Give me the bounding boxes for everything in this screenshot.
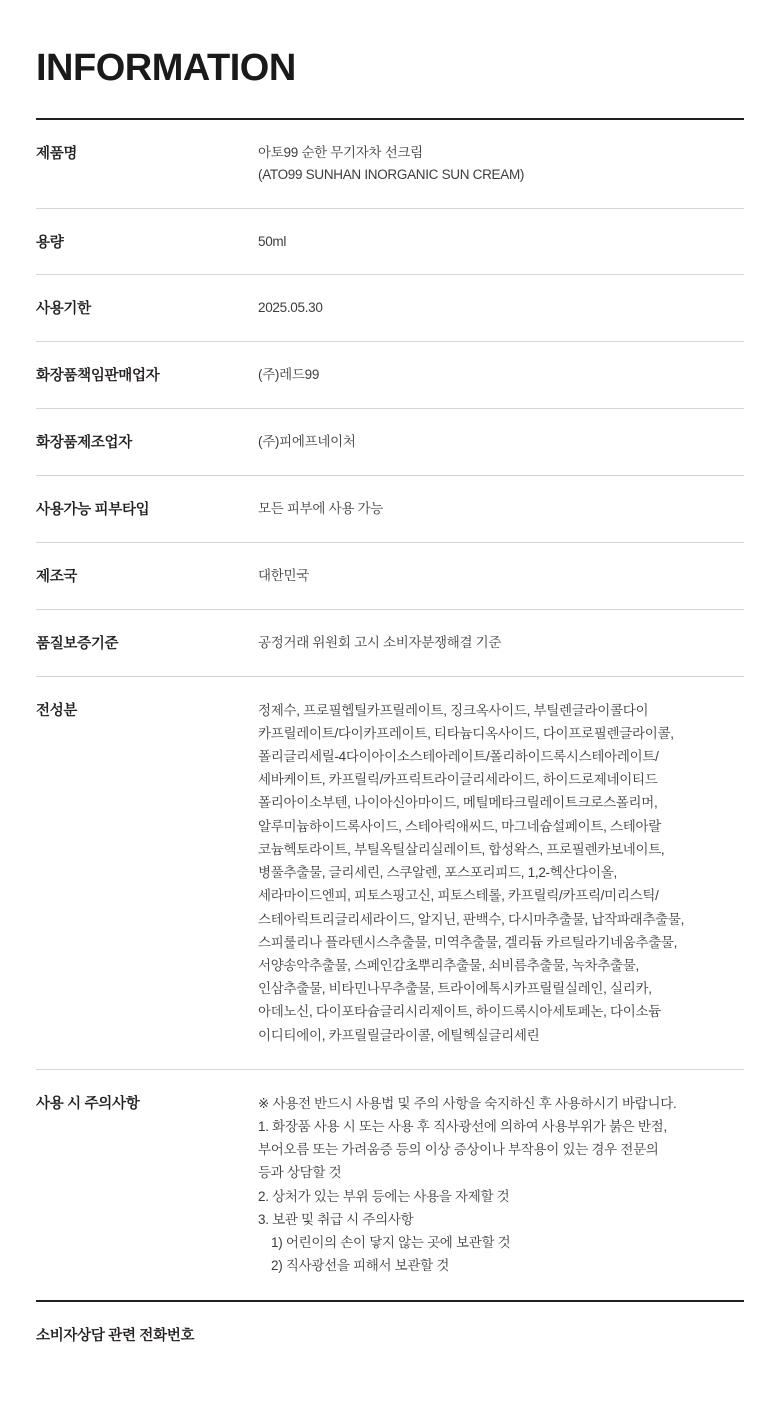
table-row-ingredients — [36, 676, 744, 1069]
row-label-expiry-date: 사용기한 — [36, 301, 91, 318]
row-label-responsible-distributor: 화장품책임판매업자 — [36, 368, 160, 385]
ingredient-line: 스테아릭트리글리세라이드, 알지닌, 판백수, 다시마추출물, 납작파래추출물, — [258, 911, 685, 927]
ingredient-line: 정제수, 프로필헵틸카프릴레이트, 징크옥사이드, 부틸렌글라이콜다이 — [258, 702, 649, 718]
caution-line: 2) 직사광선을 피해서 보관할 것 — [271, 1258, 450, 1274]
ingredient-line: 폴리아이소부텐, 나이아신아마이드, 메틸메타크릴레이트크로스폴리머, — [258, 795, 658, 811]
row-label-volume: 용량 — [36, 234, 64, 251]
row-value-manufacturer — [258, 409, 744, 476]
table-row-customer-service — [36, 1301, 744, 1367]
table-body — [36, 119, 744, 1367]
ingredient-line: 병풀추출물, 글리세린, 스쿠알렌, 포스포리피드, 1,2-헥산다이올, — [258, 865, 617, 881]
row-value-caution — [258, 1069, 744, 1300]
table-row — [36, 208, 744, 275]
page-title: INFORMATION — [36, 47, 296, 89]
row-value-country-of-origin — [258, 542, 744, 609]
row-value-expiry-date — [258, 275, 744, 342]
value-line: (ATO99 SUNHAN INORGANIC SUN CREAM) — [258, 166, 525, 182]
caution-line: 3. 보관 및 취급 시 주의사항 — [258, 1211, 414, 1227]
row-value-skin-type — [258, 475, 744, 542]
product-information-table — [36, 118, 744, 1367]
value-line: (주)피에프네이처 — [258, 434, 356, 450]
ingredient-line: 세바케이트, 카프릴릭/카프릭트라이글리세라이드, 하이드로제네이티드 — [258, 772, 658, 788]
row-label-product-name: 제품명 — [36, 145, 78, 162]
ingredient-line: 세라마이드엔피, 피토스핑고신, 피토스테롤, 카프릴릭/카프릭/미리스틱/ — [258, 888, 659, 904]
caution-line: ※ 사용전 반드시 사용법 및 주의 사항을 숙지하신 후 사용하시기 바랍니다. — [258, 1095, 677, 1111]
ingredient-line: 아데노신, 다이포타슘글리시리제이트, 하이드록시아세토페논, 다이소듐 — [258, 1004, 661, 1020]
value-line: 모든 피부에 사용 가능 — [258, 500, 384, 516]
row-label-caution: 사용 시 주의사항 — [36, 1095, 140, 1112]
ingredient-line: 스피룰리나 플라텐시스추출물, 미역추출물, 겔리듐 카르틸라기네움추출물, — [258, 934, 678, 950]
row-label-skin-type: 사용가능 피부타입 — [36, 501, 150, 518]
ingredient-line: 카프릴레이트/다이카프레이트, 티타늄디옥사이드, 다이프로필렌글라이콜, — [258, 725, 674, 741]
table-row — [36, 275, 744, 342]
table-row — [36, 119, 744, 208]
row-value-product-name — [258, 119, 744, 208]
ingredient-line: 이디티에이, 카프릴릴글라이콜, 에틸헥실글리세린 — [258, 1027, 540, 1043]
ingredient-line: 알루미늄하이드록사이드, 스테아릭애씨드, 마그네슘설페이트, 스테아랄 — [258, 818, 661, 834]
caution-line: 1. 화장품 사용 시 또는 사용 후 직사광선에 의하여 사용부위가 붉은 반점, — [258, 1119, 667, 1135]
ingredient-line: 폴리글리세릴-4다이아이소스테아레이트/폴리하이드록시스테아레이트/ — [258, 748, 659, 764]
caution-line: 등과 상담할 것 — [258, 1165, 342, 1181]
row-label-country-of-origin: 제조국 — [36, 568, 78, 585]
row-label-quality-guarantee: 품질보증기준 — [36, 635, 119, 652]
customer-service-label: 소비자상담 관련 전화번호 — [36, 1327, 195, 1344]
table-row — [36, 409, 744, 476]
ingredient-line: 코늄헥토라이트, 부틸옥틸살리실레이트, 합성왁스, 프로필렌카보네이트, — [258, 841, 665, 857]
row-value-quality-guarantee — [258, 609, 744, 676]
row-value-ingredients — [258, 676, 744, 1069]
row-value-responsible-distributor — [258, 342, 744, 409]
value-line: 대한민국 — [258, 567, 309, 583]
value-line: 2025.05.30 — [258, 300, 323, 316]
table-row-caution — [36, 1069, 744, 1300]
table-row — [36, 342, 744, 409]
table-row — [36, 609, 744, 676]
value-line: 아토99 순한 무기자차 선크림 — [258, 144, 423, 160]
ingredient-line: 인삼추출물, 비타민나무추출물, 트라이에톡시카프릴릴실레인, 실리카, — [258, 981, 652, 997]
row-value-volume — [258, 208, 744, 275]
table-row — [36, 542, 744, 609]
row-label-manufacturer: 화장품제조업자 — [36, 435, 132, 452]
value-line: 공정거래 위원회 고시 소비자분쟁해결 기준 — [258, 634, 502, 650]
caution-line: 부어오름 또는 가려움증 등의 이상 증상이나 부작용이 있는 경우 전문의 — [258, 1142, 659, 1158]
ingredient-line: 서양송악추출물, 스페인감초뿌리추출물, 쇠비름추출물, 녹차추출물, — [258, 957, 639, 973]
row-label-ingredients: 전성분 — [36, 702, 78, 719]
value-line: (주)레드99 — [258, 367, 320, 383]
caution-line: 2. 상처가 있는 부위 등에는 사용을 자제할 것 — [258, 1188, 510, 1204]
caution-line: 1) 어린이의 손이 닿지 않는 곳에 보관할 것 — [271, 1235, 511, 1251]
value-line: 50ml — [258, 233, 287, 249]
table-row — [36, 475, 744, 542]
